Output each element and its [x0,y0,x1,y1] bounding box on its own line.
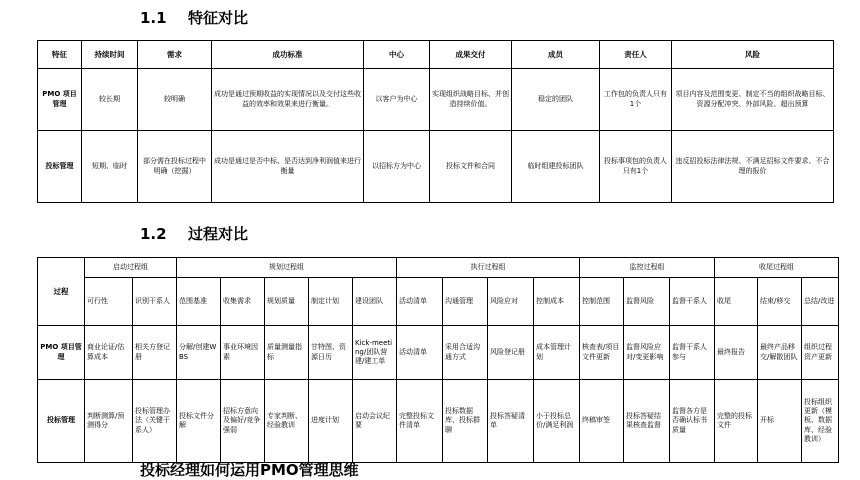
subheader-cell: 风险应对 [488,278,534,326]
table-cell: 风险登记册 [488,326,534,380]
row-label-pmo: PMO 项目管理 [38,69,82,131]
table-cell: 开标 [758,380,802,463]
subheader-cell: 结束/移交 [758,278,802,326]
table-cell: 投标文件分解 [177,380,221,463]
table-cell: 商业论证/估算成本 [85,326,133,380]
row-label-pmo: PMO 项目管理 [38,326,85,380]
subheader-cell: 制定计划 [309,278,353,326]
table-cell: 投标组织更新（模板、数据库、经验教训） [802,380,839,463]
table-cell: 进度计划 [309,380,353,463]
next-section-heading: 投标经理如何运用PMO管理思维 [140,461,359,479]
table-cell: 部分需在投标过程中明确（挖掘） [138,131,212,203]
process-corner-header: 过程 [38,258,85,326]
row-label-bid: 投标管理 [38,131,82,203]
table-cell: 临时组建投标团队 [512,131,600,203]
table-cell: 完整的投标文件 [715,380,758,463]
header-deliverable: 成果交付 [430,41,512,69]
header-feature: 特征 [38,41,82,69]
section-2-title: 过程对比 [188,225,249,243]
table-cell: 投标答疑清单 [488,380,534,463]
table-cell: 以招标方为中心 [364,131,430,203]
table-cell: 相关方登记册 [133,326,177,380]
table-cell: 投标数据库、投标群聊 [443,380,488,463]
subheader-cell: 活动清单 [397,278,443,326]
subheader-cell: 总结/改进 [802,278,839,326]
table-cell: 招标方意向及偏好/竞争强弱 [221,380,265,463]
table-cell: 监督风险应对/变更影响 [624,326,670,380]
group-initiating: 启动过程组 [85,258,177,278]
group-executing: 执行过程组 [397,258,580,278]
table-cell: 投标答疑结果核查监督 [624,380,670,463]
table-cell: 最终报告 [715,326,758,380]
subheader-cell: 监督干系人 [670,278,715,326]
table-cell: 启动会议纪要 [353,380,397,463]
table-cell: 投标事项包的负责人只有1个 [600,131,672,203]
table-cell: 监督各方是否确认标书质量 [670,380,715,463]
table-cell: 成功是通过是否中标、是否达到净利润值来进行衡量 [212,131,364,203]
table-cell: 组织过程资产更新 [802,326,839,380]
subheader-cell: 控制范围 [580,278,624,326]
section-2-heading [140,223,248,244]
subheader-cell: 收集需求 [221,278,265,326]
header-owner: 责任人 [600,41,672,69]
feature-comparison-table [37,40,834,203]
group-closing: 收尾过程组 [715,258,839,278]
table-cell: 项目内容及范围变更、制定不当的组织战略目标、资源分配冲突、外部风险、超出预算 [672,69,834,131]
header-duration: 持续时间 [82,41,138,69]
group-monitoring: 监控过程组 [580,258,715,278]
section-1-number: 1.1 [140,9,167,27]
table-cell: 投标管理办法（关键干系人） [133,380,177,463]
table-cell: 成功是通过预期收益的实现情况以及交付这些收益的效率和效果来进行衡量。 [212,69,364,131]
table-cell: 较明确 [138,69,212,131]
table-cell: 工作包的负责人只有1个 [600,69,672,131]
header-requirement: 需求 [138,41,212,69]
table-cell: 违反招投标法律法规、不满足招标文件要求、不合理的报价 [672,131,834,203]
subheader-cell: 监督风险 [624,278,670,326]
table-cell: 核查表/项目文件更新 [580,326,624,380]
table-row [38,326,839,380]
row-label-bid: 投标管理 [38,380,85,463]
group-planning: 规划过程组 [177,258,397,278]
table-cell: 短期、临时 [82,131,138,203]
subheader-cell: 范围基准 [177,278,221,326]
table-cell: 最终产品移交/解散团队 [758,326,802,380]
subheader-cell: 建设团队 [353,278,397,326]
header-success-criteria: 成功标准 [212,41,364,69]
header-risk: 风险 [672,41,834,69]
header-center: 中心 [364,41,430,69]
table-cell: 较长期 [82,69,138,131]
table-cell: 完整投标文件清单 [397,380,443,463]
table-cell: 分解/创建WBS [177,326,221,380]
table-cell: 专家判断、经验教训 [265,380,309,463]
process-comparison-table [37,257,839,463]
subheader-cell: 沟通管理 [443,278,488,326]
subheader-cell: 可行性 [85,278,133,326]
table-cell: 小于投标总价/满足利润 [534,380,580,463]
table-cell: 投标文件和合同 [430,131,512,203]
table-row [38,69,834,131]
table-cell: 判断测算/预测得分 [85,380,133,463]
subheader-cell: 控制成本 [534,278,580,326]
table-cell: 稳定的团队 [512,69,600,131]
table-row [38,380,839,463]
table-cell: Kick-meeting/团队营建/建工单 [353,326,397,380]
table-cell: 质量测量指标 [265,326,309,380]
subheader-cell: 收尾 [715,278,758,326]
table-cell: 以客户为中心 [364,69,430,131]
table-cell: 事业环境因素 [221,326,265,380]
header-members: 成员 [512,41,600,69]
section-1-title: 特征对比 [188,9,249,27]
table-cell: 监督干系人参与 [670,326,715,380]
table-cell: 活动清单 [397,326,443,380]
table-cell: 终稿审签 [580,380,624,463]
subheader-cell: 识别干系人 [133,278,177,326]
subheader-cell: 规划质量 [265,278,309,326]
table-cell: 采用合适沟通方式 [443,326,488,380]
table-row [38,131,834,203]
section-2-number: 1.2 [140,225,167,243]
table-cell: 甘特图、资源日历 [309,326,353,380]
section-1-heading [140,7,248,28]
table-cell: 成本管理计划 [534,326,580,380]
table-cell: 实现组织战略目标、并创造持续价值。 [430,69,512,131]
